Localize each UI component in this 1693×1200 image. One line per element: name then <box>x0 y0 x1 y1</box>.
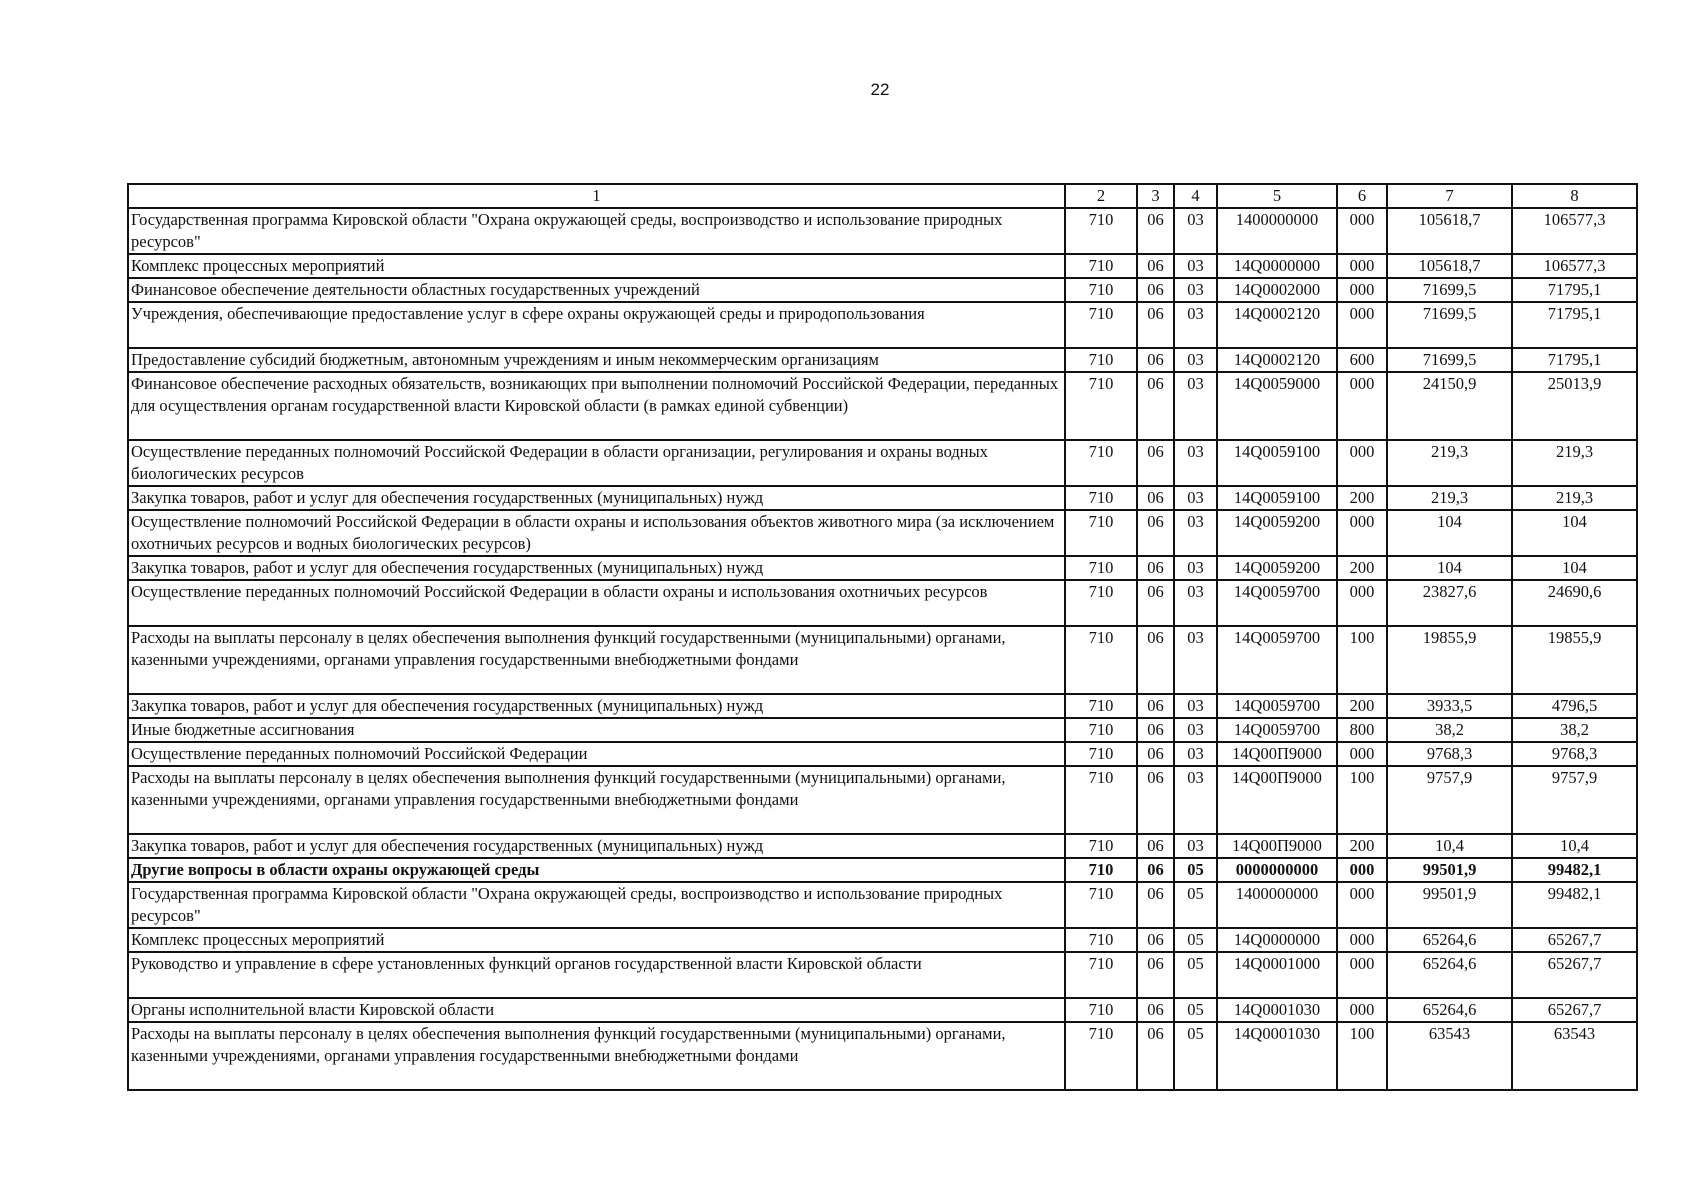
amount-year1-cell: 24150,9 <box>1387 372 1512 440</box>
section-cell: 06 <box>1137 486 1174 510</box>
amount-year2-cell: 9757,9 <box>1512 766 1637 834</box>
expense-type-cell: 000 <box>1337 278 1387 302</box>
subsection-cell: 03 <box>1174 348 1217 372</box>
amount-year1-cell: 219,3 <box>1387 486 1512 510</box>
subsection-cell: 03 <box>1174 254 1217 278</box>
target-article-cell: 14Q0059700 <box>1217 718 1337 742</box>
amount-year2-cell: 106577,3 <box>1512 208 1637 254</box>
target-article-cell: 14Q00П9000 <box>1217 742 1337 766</box>
amount-year1-cell: 38,2 <box>1387 718 1512 742</box>
section-cell: 06 <box>1137 928 1174 952</box>
row-name-cell: Иные бюджетные ассигнования <box>128 718 1065 742</box>
expense-type-cell: 200 <box>1337 694 1387 718</box>
amount-year2-cell: 4796,5 <box>1512 694 1637 718</box>
subsection-cell: 03 <box>1174 208 1217 254</box>
expense-type-cell: 000 <box>1337 302 1387 348</box>
subsection-cell: 03 <box>1174 742 1217 766</box>
amount-year1-cell: 65264,6 <box>1387 998 1512 1022</box>
table-row <box>128 440 1637 486</box>
ministry-code-cell: 710 <box>1065 278 1137 302</box>
table-row <box>128 766 1637 834</box>
section-cell: 06 <box>1137 556 1174 580</box>
ministry-code-cell: 710 <box>1065 440 1137 486</box>
subsection-cell: 03 <box>1174 302 1217 348</box>
section-cell: 06 <box>1137 440 1174 486</box>
expense-type-cell: 000 <box>1337 372 1387 440</box>
subsection-cell: 05 <box>1174 1022 1217 1090</box>
amount-year2-cell: 24690,6 <box>1512 580 1637 626</box>
row-name-cell: Государственная программа Кировской области "Охрана окружающей среды, воспроизводство и использование природных ресурсов" <box>128 882 1065 928</box>
target-article-cell: 14Q0001030 <box>1217 1022 1337 1090</box>
ministry-code-cell: 710 <box>1065 348 1137 372</box>
expense-type-cell: 200 <box>1337 486 1387 510</box>
ministry-code-cell: 710 <box>1065 834 1137 858</box>
amount-year1-cell: 219,3 <box>1387 440 1512 486</box>
subsection-cell: 03 <box>1174 440 1217 486</box>
ministry-code-cell: 710 <box>1065 742 1137 766</box>
amount-year1-cell: 3933,5 <box>1387 694 1512 718</box>
target-article-cell: 14Q0002000 <box>1217 278 1337 302</box>
amount-year1-cell: 99501,9 <box>1387 882 1512 928</box>
table-row <box>128 928 1637 952</box>
amount-year2-cell: 65267,7 <box>1512 928 1637 952</box>
column-header: 4 <box>1174 184 1217 208</box>
expense-type-cell: 000 <box>1337 440 1387 486</box>
column-header: 1 <box>128 184 1065 208</box>
column-header: 3 <box>1137 184 1174 208</box>
table-row <box>128 208 1637 254</box>
subsection-cell: 03 <box>1174 580 1217 626</box>
subsection-cell: 05 <box>1174 858 1217 882</box>
amount-year2-cell: 65267,7 <box>1512 998 1637 1022</box>
subsection-cell: 03 <box>1174 510 1217 556</box>
header-row <box>128 184 1637 208</box>
section-cell: 06 <box>1137 834 1174 858</box>
amount-year2-cell: 104 <box>1512 556 1637 580</box>
subsection-cell: 05 <box>1174 952 1217 998</box>
expense-type-cell: 000 <box>1337 510 1387 556</box>
amount-year1-cell: 23827,6 <box>1387 580 1512 626</box>
amount-year2-cell: 104 <box>1512 510 1637 556</box>
subsection-cell: 05 <box>1174 998 1217 1022</box>
ministry-code-cell: 710 <box>1065 556 1137 580</box>
ministry-code-cell: 710 <box>1065 882 1137 928</box>
amount-year1-cell: 9768,3 <box>1387 742 1512 766</box>
section-cell: 06 <box>1137 766 1174 834</box>
section-cell: 06 <box>1137 1022 1174 1090</box>
amount-year1-cell: 65264,6 <box>1387 928 1512 952</box>
subsection-cell: 03 <box>1174 556 1217 580</box>
ministry-code-cell: 710 <box>1065 928 1137 952</box>
table-body <box>128 208 1637 1090</box>
row-name-cell: Органы исполнительной власти Кировской области <box>128 998 1065 1022</box>
amount-year1-cell: 63543 <box>1387 1022 1512 1090</box>
table-row <box>128 510 1637 556</box>
ministry-code-cell: 710 <box>1065 580 1137 626</box>
row-name-cell: Расходы на выплаты персоналу в целях обеспечения выполнения функций государственными (муниципальными) органами, казенными учреждениями, органами управления государственными внебюджетными фондами <box>128 1022 1065 1090</box>
target-article-cell: 1400000000 <box>1217 882 1337 928</box>
section-cell: 06 <box>1137 882 1174 928</box>
section-cell: 06 <box>1137 278 1174 302</box>
amount-year2-cell: 38,2 <box>1512 718 1637 742</box>
row-name-cell: Осуществление переданных полномочий Российской Федерации в области организации, регулирования и охраны водных биологических ресурсов <box>128 440 1065 486</box>
ministry-code-cell: 710 <box>1065 1022 1137 1090</box>
row-name-cell: Закупка товаров, работ и услуг для обеспечения государственных (муниципальных) нужд <box>128 694 1065 718</box>
target-article-cell: 14Q0002120 <box>1217 302 1337 348</box>
amount-year1-cell: 10,4 <box>1387 834 1512 858</box>
amount-year2-cell: 106577,3 <box>1512 254 1637 278</box>
section-cell: 06 <box>1137 858 1174 882</box>
expense-type-cell: 100 <box>1337 766 1387 834</box>
row-name-cell: Закупка товаров, работ и услуг для обеспечения государственных (муниципальных) нужд <box>128 486 1065 510</box>
section-cell: 06 <box>1137 510 1174 556</box>
expense-type-cell: 800 <box>1337 718 1387 742</box>
table-row <box>128 998 1637 1022</box>
ministry-code-cell: 710 <box>1065 952 1137 998</box>
amount-year2-cell: 71795,1 <box>1512 278 1637 302</box>
row-name-cell: Учреждения, обеспечивающие предоставление услуг в сфере охраны окружающей среды и природопользования <box>128 302 1065 348</box>
row-name-cell: Осуществление полномочий Российской Федерации в области охраны и использования объектов животного мира (за исключением охотничьих ресурсов и водных биологических ресурсов) <box>128 510 1065 556</box>
column-header: 5 <box>1217 184 1337 208</box>
target-article-cell: 14Q0059700 <box>1217 626 1337 694</box>
target-article-cell: 14Q0059200 <box>1217 556 1337 580</box>
expense-type-cell: 200 <box>1337 556 1387 580</box>
amount-year1-cell: 71699,5 <box>1387 278 1512 302</box>
row-name-cell: Предоставление субсидий бюджетным, автономным учреждениям и иным некоммерческим организациям <box>128 348 1065 372</box>
subsection-cell: 03 <box>1174 486 1217 510</box>
expense-type-cell: 000 <box>1337 580 1387 626</box>
ministry-code-cell: 710 <box>1065 208 1137 254</box>
amount-year1-cell: 99501,9 <box>1387 858 1512 882</box>
table-row <box>128 278 1637 302</box>
row-name-cell: Финансовое обеспечение деятельности областных государственных учреждений <box>128 278 1065 302</box>
section-cell: 06 <box>1137 718 1174 742</box>
amount-year1-cell: 104 <box>1387 510 1512 556</box>
ministry-code-cell: 710 <box>1065 486 1137 510</box>
row-name-cell: Осуществление переданных полномочий Российской Федерации <box>128 742 1065 766</box>
section-cell: 06 <box>1137 626 1174 694</box>
table-row <box>128 302 1637 348</box>
target-article-cell: 14Q0001030 <box>1217 998 1337 1022</box>
expense-type-cell: 000 <box>1337 858 1387 882</box>
expense-type-cell: 100 <box>1337 1022 1387 1090</box>
ministry-code-cell: 710 <box>1065 998 1137 1022</box>
column-header: 2 <box>1065 184 1137 208</box>
subsection-cell: 03 <box>1174 694 1217 718</box>
amount-year2-cell: 219,3 <box>1512 486 1637 510</box>
section-cell: 06 <box>1137 348 1174 372</box>
target-article-cell: 14Q0059700 <box>1217 694 1337 718</box>
section-cell: 06 <box>1137 254 1174 278</box>
amount-year1-cell: 9757,9 <box>1387 766 1512 834</box>
amount-year2-cell: 10,4 <box>1512 834 1637 858</box>
amount-year2-cell: 71795,1 <box>1512 302 1637 348</box>
row-name-cell: Финансовое обеспечение расходных обязательств, возникающих при выполнении полномочий Российской Федерации, переданных для осуществления органам государственной власти Кировской области (в рамках единой субвенции) <box>128 372 1065 440</box>
row-name-cell: Руководство и управление в сфере установленных функций органов государственной власти Кировской области <box>128 952 1065 998</box>
target-article-cell: 14Q0059100 <box>1217 486 1337 510</box>
expense-type-cell: 000 <box>1337 254 1387 278</box>
table-row <box>128 254 1637 278</box>
table-row <box>128 556 1637 580</box>
target-article-cell: 0000000000 <box>1217 858 1337 882</box>
row-name-cell: Государственная программа Кировской области "Охрана окружающей среды, воспроизводство и использование природных ресурсов" <box>128 208 1065 254</box>
target-article-cell: 14Q00П9000 <box>1217 834 1337 858</box>
table-row <box>128 580 1637 626</box>
ministry-code-cell: 710 <box>1065 694 1137 718</box>
target-article-cell: 14Q0000000 <box>1217 254 1337 278</box>
target-article-cell: 14Q00П9000 <box>1217 766 1337 834</box>
expense-type-cell: 000 <box>1337 998 1387 1022</box>
subsection-cell: 05 <box>1174 882 1217 928</box>
row-name-cell: Расходы на выплаты персоналу в целях обеспечения выполнения функций государственными (муниципальными) органами, казенными учреждениями, органами управления государственными внебюджетными фондами <box>128 766 1065 834</box>
table-row <box>128 626 1637 694</box>
subsection-cell: 03 <box>1174 278 1217 302</box>
table-row <box>128 486 1637 510</box>
target-article-cell: 14Q0059200 <box>1217 510 1337 556</box>
expense-type-cell: 200 <box>1337 834 1387 858</box>
amount-year2-cell: 99482,1 <box>1512 882 1637 928</box>
target-article-cell: 14Q0001000 <box>1217 952 1337 998</box>
ministry-code-cell: 710 <box>1065 302 1137 348</box>
expense-type-cell: 000 <box>1337 882 1387 928</box>
subsection-cell: 05 <box>1174 928 1217 952</box>
budget-table <box>127 183 1638 1091</box>
table-row <box>128 694 1637 718</box>
table-row <box>128 834 1637 858</box>
section-cell: 06 <box>1137 302 1174 348</box>
ministry-code-cell: 710 <box>1065 372 1137 440</box>
column-header: 6 <box>1337 184 1387 208</box>
amount-year1-cell: 71699,5 <box>1387 302 1512 348</box>
amount-year1-cell: 104 <box>1387 556 1512 580</box>
row-name-cell: Осуществление переданных полномочий Российской Федерации в области охраны и использования охотничьих ресурсов <box>128 580 1065 626</box>
ministry-code-cell: 710 <box>1065 510 1137 556</box>
section-cell: 06 <box>1137 998 1174 1022</box>
subsection-cell: 03 <box>1174 372 1217 440</box>
amount-year1-cell: 65264,6 <box>1387 952 1512 998</box>
expense-type-cell: 000 <box>1337 952 1387 998</box>
ministry-code-cell: 710 <box>1065 718 1137 742</box>
row-name-cell: Комплекс процессных мероприятий <box>128 928 1065 952</box>
row-name-cell: Расходы на выплаты персоналу в целях обеспечения выполнения функций государственными (муниципальными) органами, казенными учреждениями, органами управления государственными внебюджетными фондами <box>128 626 1065 694</box>
target-article-cell: 14Q0000000 <box>1217 928 1337 952</box>
section-cell: 06 <box>1137 742 1174 766</box>
table-row <box>128 882 1637 928</box>
amount-year2-cell: 99482,1 <box>1512 858 1637 882</box>
table-row <box>128 858 1637 882</box>
amount-year1-cell: 105618,7 <box>1387 208 1512 254</box>
amount-year1-cell: 19855,9 <box>1387 626 1512 694</box>
amount-year2-cell: 19855,9 <box>1512 626 1637 694</box>
row-name-cell: Другие вопросы в области охраны окружающей среды <box>128 858 1065 882</box>
row-name-cell: Закупка товаров, работ и услуг для обеспечения государственных (муниципальных) нужд <box>128 556 1065 580</box>
target-article-cell: 14Q0059100 <box>1217 440 1337 486</box>
subsection-cell: 03 <box>1174 766 1217 834</box>
target-article-cell: 14Q0059700 <box>1217 580 1337 626</box>
expense-type-cell: 000 <box>1337 742 1387 766</box>
subsection-cell: 03 <box>1174 718 1217 742</box>
table-row <box>128 348 1637 372</box>
section-cell: 06 <box>1137 580 1174 626</box>
table-row <box>128 372 1637 440</box>
expense-type-cell: 000 <box>1337 928 1387 952</box>
ministry-code-cell: 710 <box>1065 766 1137 834</box>
expense-type-cell: 600 <box>1337 348 1387 372</box>
amount-year2-cell: 63543 <box>1512 1022 1637 1090</box>
section-cell: 06 <box>1137 952 1174 998</box>
page-number: 22 <box>870 80 890 99</box>
amount-year2-cell: 25013,9 <box>1512 372 1637 440</box>
amount-year2-cell: 9768,3 <box>1512 742 1637 766</box>
row-name-cell: Закупка товаров, работ и услуг для обеспечения государственных (муниципальных) нужд <box>128 834 1065 858</box>
section-cell: 06 <box>1137 372 1174 440</box>
target-article-cell: 1400000000 <box>1217 208 1337 254</box>
subsection-cell: 03 <box>1174 626 1217 694</box>
table-row <box>128 718 1637 742</box>
target-article-cell: 14Q0002120 <box>1217 348 1337 372</box>
section-cell: 06 <box>1137 694 1174 718</box>
expense-type-cell: 000 <box>1337 208 1387 254</box>
table-row <box>128 1022 1637 1090</box>
ministry-code-cell: 710 <box>1065 254 1137 278</box>
column-header: 8 <box>1512 184 1637 208</box>
target-article-cell: 14Q0059000 <box>1217 372 1337 440</box>
ministry-code-cell: 710 <box>1065 858 1137 882</box>
amount-year2-cell: 65267,7 <box>1512 952 1637 998</box>
amount-year1-cell: 105618,7 <box>1387 254 1512 278</box>
expense-type-cell: 100 <box>1337 626 1387 694</box>
column-header: 7 <box>1387 184 1512 208</box>
amount-year2-cell: 219,3 <box>1512 440 1637 486</box>
amount-year1-cell: 71699,5 <box>1387 348 1512 372</box>
section-cell: 06 <box>1137 208 1174 254</box>
row-name-cell: Комплекс процессных мероприятий <box>128 254 1065 278</box>
table-row <box>128 952 1637 998</box>
subsection-cell: 03 <box>1174 834 1217 858</box>
table-row <box>128 742 1637 766</box>
ministry-code-cell: 710 <box>1065 626 1137 694</box>
amount-year2-cell: 71795,1 <box>1512 348 1637 372</box>
